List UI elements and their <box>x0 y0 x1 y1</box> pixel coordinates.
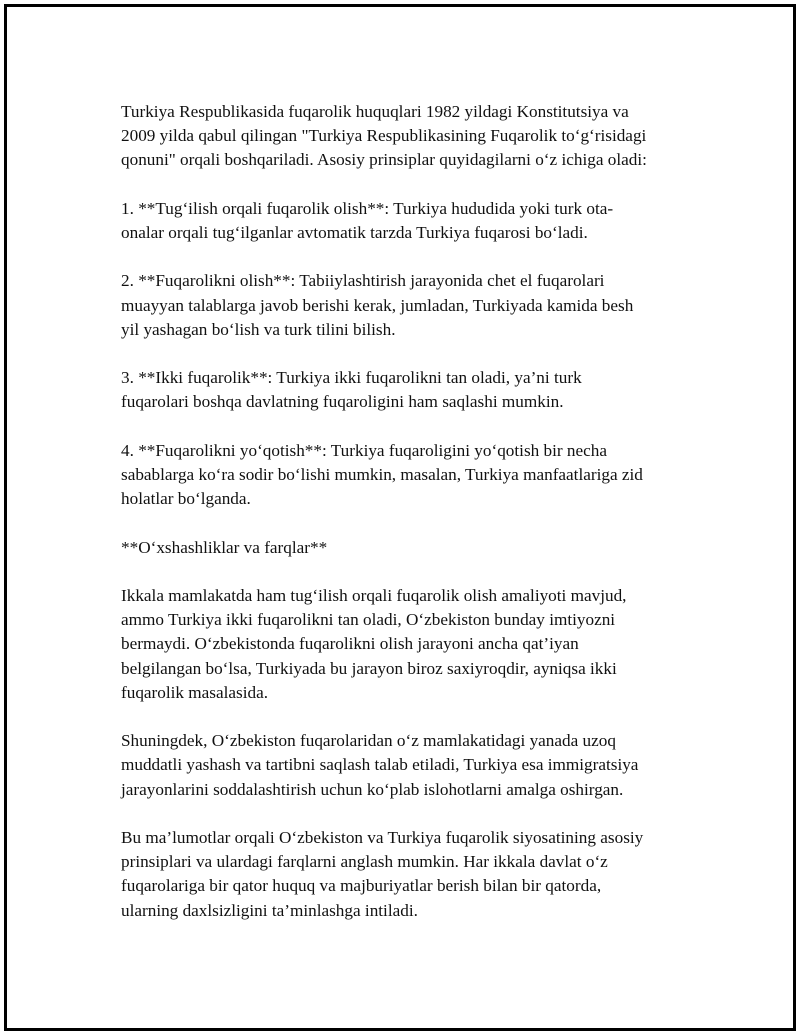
text-line: 1. **Tug‘ilish orqali fuqarolik olish**: Turkiya hududida yoki turk ota- <box>121 198 614 218</box>
paragraph-conclusion <box>121 826 681 923</box>
text-line: 2009 yilda qabul qilingan "Turkiya Respublikasining Fuqarolik to‘g‘risidagi <box>121 126 647 146</box>
text-line: fuqarolariga bir qator huquq va majburiyatlar berish bilan bir qatorda, <box>121 876 602 896</box>
text-line: **O‘xshashliklar va farqlar** <box>121 537 328 557</box>
paragraph-birth-citizenship <box>121 197 681 245</box>
text-line: fuqarolik masalasida. <box>121 682 269 702</box>
text-line: Turkiya Respublikasida fuqarolik huquqlari 1982 yildagi Konstitutsiya va <box>121 102 629 121</box>
paragraph-naturalization <box>121 269 681 342</box>
paragraph-loss-of-citizenship <box>121 439 681 512</box>
page-frame <box>4 4 796 1031</box>
text-line: holatlar bo‘lganda. <box>121 489 251 509</box>
text-line: Shuningdek, O‘zbekiston fuqarolaridan o‘z mamlakatidagi yanada uzoq <box>121 731 616 751</box>
text-line: bermaydi. O‘zbekistonda fuqarolikni olish jarayoni ancha qat’iyan <box>121 634 579 654</box>
paragraph-comparison <box>121 584 681 705</box>
text-line: yil yashagan bo‘lish va turk tilini bilish. <box>121 319 396 339</box>
text-line: Bu ma’lumotlar orqali O‘zbekiston va Turkiya fuqarolik siyosatining asosiy <box>121 827 644 847</box>
section-heading <box>121 536 681 560</box>
text-line: belgilangan bo‘lsa, Turkiyada bu jarayon biroz saxiyroqdir, ayniqsa ikki <box>121 658 617 678</box>
text-line: sabablarga ko‘ra sodir bo‘lishi mumkin, masalan, Turkiya manfaatlariga zid <box>121 464 643 484</box>
paragraph-dual-citizenship <box>121 366 681 414</box>
text-line: muddatli yashash va tartibni saqlash talab etiladi, Turkiya esa immigratsiya <box>121 755 639 775</box>
document-body <box>121 100 681 947</box>
text-line: prinsiplari va ulardagi farqlarni anglash mumkin. Har ikkala davlat o‘z <box>121 852 608 872</box>
paragraph-residency <box>121 729 681 802</box>
text-line: 3. **Ikki fuqarolik**: Turkiya ikki fuqarolikni tan oladi, ya’ni turk <box>121 368 582 388</box>
text-line: fuqarolari boshqa davlatning fuqaroligini ham saqlashi mumkin. <box>121 392 564 412</box>
text-line: jarayonlarini soddalashtirish uchun ko‘plab islohotlarni amalga oshirgan. <box>121 779 624 799</box>
text-line: ularning daxlsizligini ta’minlashga intiladi. <box>121 900 418 920</box>
text-line: 2. **Fuqarolikni olish**: Tabiiylashtirish jarayonida chet el fuqarolari <box>121 271 605 291</box>
text-line: ammo Turkiya ikki fuqarolikni tan oladi, O‘zbekiston bunday imtiyozni <box>121 610 616 630</box>
text-line: muayyan talablarga javob berishi kerak, jumladan, Turkiyada kamida besh <box>121 295 634 315</box>
text-line: qonuni" orqali boshqariladi. Asosiy prinsiplar quyidagilarni o‘z ichiga oladi: <box>121 150 647 170</box>
text-line: onalar orqali tug‘ilganlar avtomatik tarzda Turkiya fuqarosi bo‘ladi. <box>121 223 588 242</box>
text-line: 4. **Fuqarolikni yo‘qotish**: Turkiya fuqaroligini yo‘qotish bir necha <box>121 440 607 460</box>
paragraph-intro <box>121 100 681 173</box>
text-line: Ikkala mamlakatda ham tug‘ilish orqali fuqarolik olish amaliyoti mavjud, <box>121 585 627 605</box>
